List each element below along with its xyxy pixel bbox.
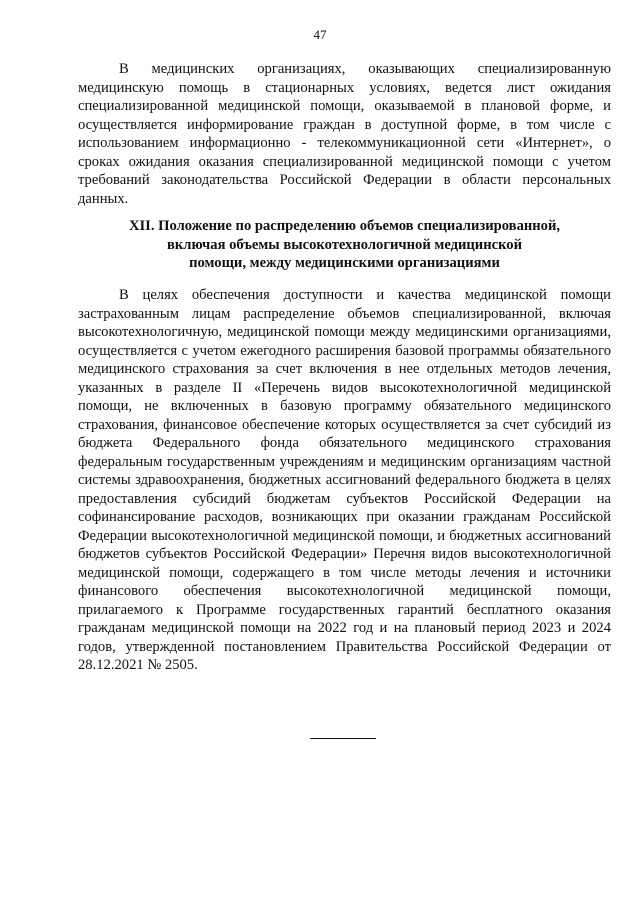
section-heading-line-3: помощи, между медицинскими организациями — [189, 255, 500, 271]
paragraph-volume-distribution: В целях обеспечения доступности и качества медицинской помощи застрахованным лицам распределение объемов специализированной, включая высокотехнологичную, медицинской помощи между медицинскими организациями, осуществляется с учетом ежегодного расширения базовой программы обязательного медицинского страхования за счет включения в нее отдельных методов лечения, указанных в разделе II «Перечень видов высокотехнологичной медицинской помощи, не включенных в базовую программу обязательного медицинского страхования, финансовое обеспечение которых осуществляется за счет субсидий из бюджета Федерального фонда обязательного медицинского страхования федеральным государственным учреждениям и медицинским организациям частной системы здравоохранения, бюджетных ассигнований федерального бюджета в целях предоставления субсидий бюджетам субъектов Российской Федерации на софинансирование расходов, возникающих при оказании гражданам Российской Федерации высокотехнологичной медицинской помощи, и бюджетных ассигнований бюджетов субъектов Российской Федерации» Перечня видов высокотехнологичной медицинской помощи, содержащего в том числе методы лечения и источники финансового обеспечения высокотехнологичной медицинской помощи, прилагаемого к Программе государственных гарантий бесплатного оказания гражданам медицинской помощи на 2022 год и на плановый период 2023 и 2024 годов, утвержденной постановлением Правительства Российской Федерации от 28.12.2021 № 2505. — [78, 287, 611, 673]
end-of-document-rule — [310, 738, 376, 739]
section-heading — [78, 217, 611, 273]
section-heading-line-1: XII. Положение по распределению объемов специализированной, — [128, 218, 561, 234]
section-heading-line-2: включая объемы высокотехнологичной медицинской — [166, 236, 523, 253]
paragraph-waiting-list: В медицинских организациях, оказывающих специализированную медицинскую помощь в стационарных условиях, ведется лист ожидания специализированной медицинской помощи, оказываемой в плановой форме, и осуществляется информирование граждан в доступной форме, в том числе с использованием информационно - телекоммуникационной сети «Интернет», о сроках ожидания оказания специализированной медицинской помощи с учетом требований законодательства Российской Федерации в области персональных данных. — [78, 61, 611, 207]
page-number: 47 — [313, 27, 327, 42]
